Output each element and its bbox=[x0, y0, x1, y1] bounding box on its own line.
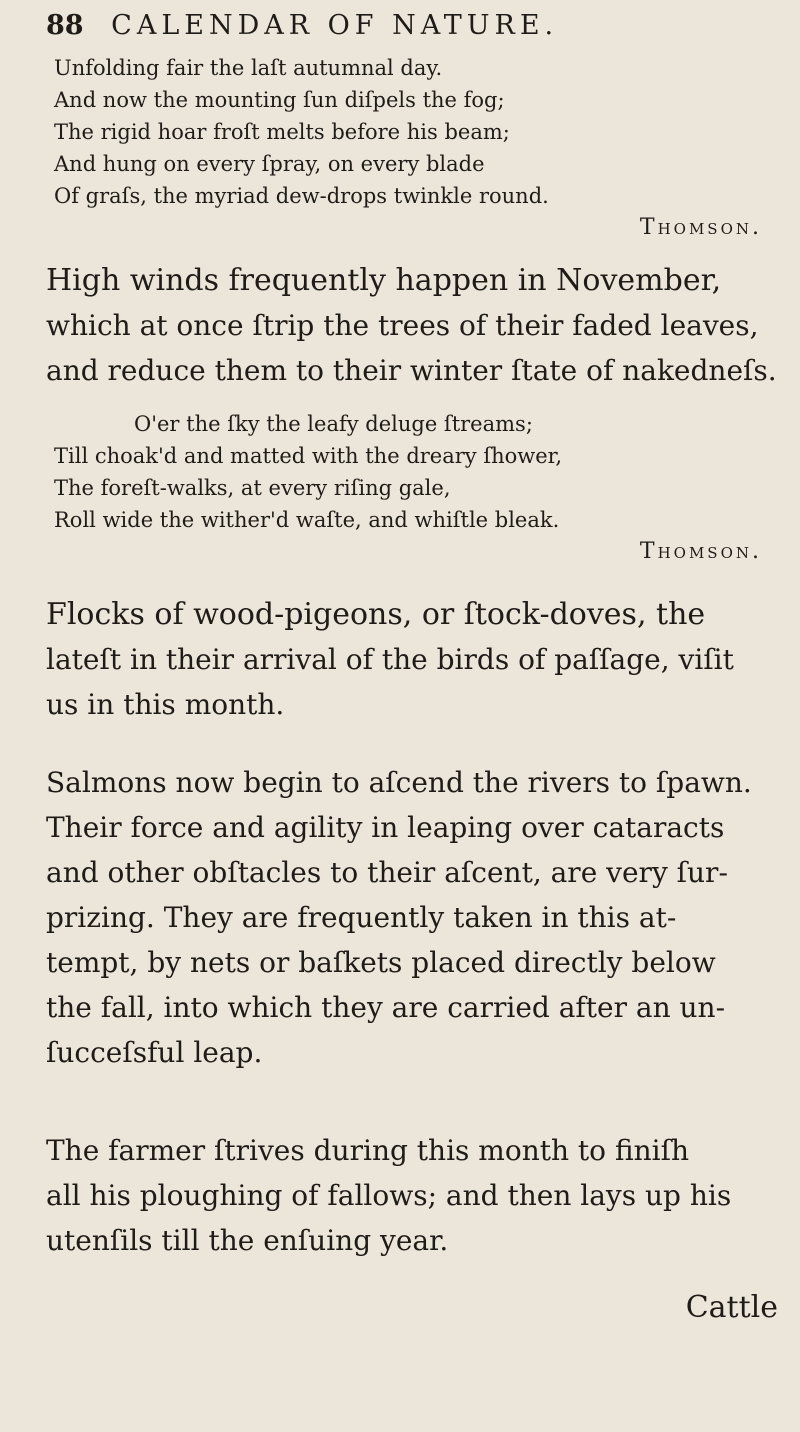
paragraph-farmer bbox=[46, 1128, 776, 1263]
verse-line: Roll wide the wither'd waſte, and whiſtle bleak. bbox=[54, 508, 560, 532]
paragraph-line: Salmons now begin to aſcend the rivers to ſpawn. bbox=[46, 766, 752, 799]
paragraph-line: prizing. They are frequently taken in this at- bbox=[46, 901, 677, 934]
catchword: Cattle bbox=[685, 1290, 778, 1325]
verse-line: O'er the ſky the leafy deluge ſtreams; bbox=[134, 412, 533, 436]
paragraph-wood-pigeons bbox=[46, 592, 776, 727]
paragraph-line: all his ploughing of fallows; and then lays up his bbox=[46, 1179, 732, 1212]
paragraph-line: ſucceſsful leap. bbox=[46, 1036, 263, 1069]
running-head bbox=[46, 10, 760, 41]
paragraph-line: Their force and agility in leaping over cataracts bbox=[46, 811, 725, 844]
paragraph-high-winds bbox=[46, 258, 776, 393]
paragraph-salmons bbox=[46, 760, 776, 1075]
paragraph-line: and reduce them to their winter ſtate of nakedneſs. bbox=[46, 354, 777, 387]
paragraph-line: and other obſtacles to their aſcent, are very ſur- bbox=[46, 856, 728, 889]
verse-attribution: Thomson. bbox=[639, 539, 762, 564]
paragraph-line: which at once ſtrip the trees of their faded leaves, bbox=[46, 309, 759, 342]
paragraph-line: Flocks of wood-pigeons, or ſtock-doves, the bbox=[46, 597, 706, 632]
paragraph-line: The farmer ſtrives during this month to finiſh bbox=[46, 1134, 690, 1167]
page-number: 88 bbox=[46, 10, 84, 41]
paragraph-line: utenſils till the enſuing year. bbox=[46, 1224, 449, 1257]
paragraph-line: the fall, into which they are carried after an un- bbox=[46, 991, 726, 1024]
paragraph-line: lateſt in their arrival of the birds of paſſage, viſit bbox=[46, 643, 734, 676]
verse-line: The foreſt-walks, at every riſing gale, bbox=[54, 476, 451, 500]
verse-line: Of graſs, the myriad dew-drops twinkle round. bbox=[54, 184, 549, 208]
paragraph-line: us in this month. bbox=[46, 688, 285, 721]
verse-line: Till choak'd and matted with the dreary ſhower, bbox=[54, 444, 563, 468]
verse-line: Unfolding fair the laſt autumnal day. bbox=[54, 56, 443, 80]
page-title: CALENDAR OF NATURE. bbox=[111, 10, 559, 41]
paragraph-line: High winds frequently happen in November, bbox=[46, 263, 722, 298]
verse-line: And now the mounting ſun diſpels the fog; bbox=[54, 88, 505, 112]
verse-block-1 bbox=[54, 52, 774, 244]
paragraph-line: tempt, by nets or baſkets placed directly below bbox=[46, 946, 716, 979]
verse-attribution: Thomson. bbox=[639, 215, 762, 240]
verse-line: And hung on every ſpray, on every blade bbox=[54, 152, 485, 176]
verse-line: The rigid hoar froſt melts before his beam; bbox=[54, 120, 510, 144]
verse-block-2 bbox=[54, 408, 774, 568]
